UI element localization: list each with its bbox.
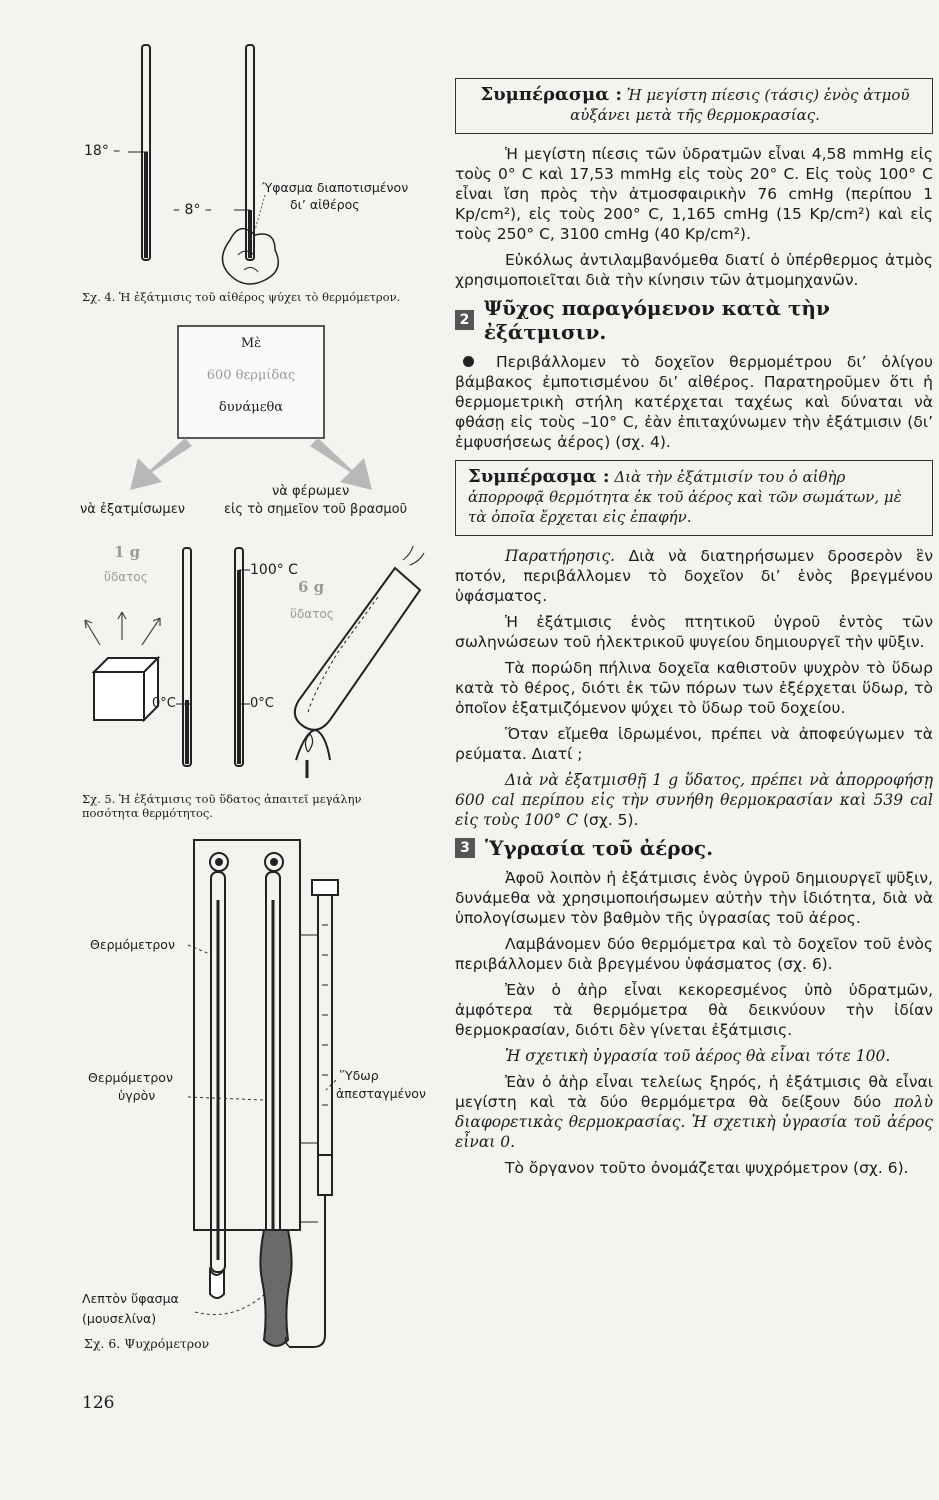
paragraph-dry-air [455,1072,933,1152]
right-arrow [310,438,372,490]
right-label-1: νὰ φέρωμεν [272,484,350,499]
paragraph-refrigerator: Ἡ ἐξάτμισις ἑνὸς πτητικοῦ ὑγροῦ ἐντὸς τῶν σωληνώσεων τοῦ ἠλεκτρικοῦ ψυγείου δημιουργεῖ τὴν ψῦξιν. [455,613,933,651]
left-label: νὰ ἐξατμίσωμεν [80,502,185,517]
paragraph-sweating: Ὅταν εἴμεθα ἱδρωμένοι, πρέπει νὰ ἀποφεύγωμεν τὰ ρεύματα. Διατί ; [455,725,933,763]
fig4-cloth-label-2: δι’ αἰθέρος [290,197,360,212]
box-line-1: Μὲ [240,336,262,351]
fig4-thermometer-right [223,45,279,284]
label-0c-1: 0°C [152,696,176,711]
section-3-number: 3 [455,838,475,858]
paragraph-two-thermometers: Λαμβάνομεν δύο θερμόμετρα καὶ τὸ δοχεῖον τοῦ ἑνὸς περιβάλλομεν διὰ βρεγμένου ὑφάσματος (σχ. 6). [455,935,933,973]
paragraph-clay-pots: Τὰ πορώδη πήλινα δοχεῖα καθιστοῦν ψυχρὸν τὸ ὕδωρ κατὰ τὸ θέρος, διότι ἐκ τῶν πόρων των ἐξέρχεται ὕδωρ, τὸ ὁποῖον ἐξατμιζόμενον ψύχει τὸ ὕδωρ τοῦ δοχείου. [455,659,933,717]
left-arrow [130,438,192,490]
page-number: 126 [82,1393,115,1413]
box-line-3: δυνάμεθα [218,400,284,415]
water-label-1: Ὕδωρ [340,1068,379,1083]
conclusion-2-heading: Συμπέρασμα : [468,466,610,487]
section-3-title: Ὑγρασία τοῦ ἀέρος. [485,836,714,860]
conclusion-box-2 [455,460,933,536]
fig4-label-18: 18° – [84,143,121,159]
label-0c-2: 0°C [250,696,274,711]
paragraph-humidity-intro: Ἀφοῦ λοιπὸν ἡ ἐξάτμισις ἑνὸς ὑγροῦ δημιουργεῖ ψῦξιν, δυνάμεθα νὰ χρησιμοποιήσωμεν αὐτὴν τὴν ἰδιότητα, διὰ νὰ ὑπολογίσωμεν τὸν βαθμὸν τῆς ὑγρασίας τοῦ ἀέρος. [455,869,933,927]
fig4-caption: Σχ. 4. Ἡ ἐξάτμισις τοῦ αἰθέρος ψύχει τὸ θερμόμετρον. [82,290,401,304]
psychrometer [194,840,338,1347]
cloth-label-2: (μουσελίνα) [82,1311,157,1326]
dry-air-text: Ἐὰν ὁ ἀὴρ εἶναι τελείως ξηρός, ἡ ἐξάτμισις θὰ εἶναι μεγίστη καὶ τὰ δύο θερμόμετρα θὰ δείξουν δύο [455,1073,933,1111]
wet-thermometer-label-1: Θερμόμετρον [88,1070,173,1085]
section-2-title: Ψῦχος παραγόμενον κατὰ τὴν ἐξάτμισιν. [483,296,830,344]
paragraph-psychrometer: Τὸ ὄργανον τοῦτο ὀνομάζεται ψυχρόμετρον (σχ. 6). [505,1159,909,1177]
fig5-caption: Σχ. 5. Ἡ ἐξάτμισις τοῦ ὕδατος ἀπαιτεῖ μεγάλην ποσότητα θερμότητος. [82,792,362,820]
bullet-icon [463,356,474,367]
box-line-2: 600 θερμίδας [206,368,296,383]
conclusion-1-heading: Συμπέρασμα : [480,84,622,105]
thermometer-label: Θερμόμετρον [90,937,175,952]
observation-label: Παρατήρησις. [505,547,616,565]
wet-thermometer-label-2: ὑγρὸν [118,1088,156,1103]
evaporation-heat-italic: Διὰ νὰ ἐξατμισθῇ 1 g ὕδατος, πρέπει νὰ ἀπορροφήσῃ 600 cal περίπου εἰς τὴν συνήθη θερμοκρασίαν καὶ 539 cal εἰς τοὺς 100° C [455,771,933,829]
label-100c: 100° C [250,562,298,578]
paragraph-saturated-air: Ἐὰν ὁ ἀὴρ εἶναι κεκορεσμένος ὑπὸ ὑδρατμῶν, ἀμφότερα τὰ θερμόμετρα θὰ δεικνύουν τὴν ἰδίαν θερμοκρασίαν, διότι δὲν γίνεται ἐξάτμισις. [455,981,933,1039]
paragraph-humidity-100: Ἡ σχετικὴ ὑγρασία τοῦ ἀέρος θὰ εἶναι τότε 100. [505,1047,891,1065]
fig4-cloth-label-1: Ύφασμα διαποτισμένον [262,180,409,195]
right-label-2: εἰς τὸ σημεῖον τοῦ βρασμοῦ [224,502,408,517]
cloth-label-1: Λεπτὸν ὕφασμα [82,1291,179,1306]
dry-air-italic: πολὺ διαφορετικὰς θερμοκρασίας. Ἡ σχετικὴ ὑγρασία τοῦ ἀέρος εἶναι 0. [455,1093,933,1151]
paragraph-superheated: Εὐκόλως ἀντιλαμβανόμεθα διατί ὁ ὑπέρθερμος ἀτμὸς χρησιμοποιεῖται διὰ τὴν κίνησιν τῶν ἀτμομηχανῶν. [455,251,933,289]
water-cube [94,658,158,720]
paragraph-vapour-pressure: Ἡ μεγίστη πίεσις τῶν ὑδρατμῶν εἶναι 4,58 mmHg εἰς τοὺς 0° C καὶ 17,53 mmHg εἰς τοὺς 20° C. Εἰς τοὺς 100° C εἶναι ἴση πρὸς τὴν ἀτμοσφαιρικὴν 76 cmHg (περίπου 1 Kp/cm²), εἰς τοὺς 200° C, 1,165 cmHg (15 Kp/cm²) καὶ εἰς τοὺς 250° C, 3100 cmHg (40 Kp/cm²). [455,145,933,243]
section-3-heading [455,836,933,860]
conclusion-1-text: Ἡ μεγίστη πίεσις (τάσις) ἑνὸς ἀτμοῦ αὐξάνει μετὰ τῆς θερμοκρασίας. [570,86,910,124]
text-column [455,78,933,1184]
fig4-label-minus8: – 8° – [173,202,212,218]
label-6g: 6 g [298,578,325,596]
evaporation-heat-ref: (σχ. 5). [583,811,639,829]
paragraph-ether-text: Περιβάλλομεν τὸ δοχεῖον θερμομέτρου δι’ ὀλίγου βάμβακος ἐμποτισμένου δι’ αἰθέρος. Παρατηροῦμεν ὅτι ἡ θερμομετρικὴ στήλη κατέρχεται ταχέως καὶ δύναται νὰ φθάσῃ εἰς τοὺς –10° C, ἐὰν ἐπιταχύνωμεν τὴν ἐξάτμισιν (δι’ ἐμφυσήσεως ἀέρος) (σχ. 4). [455,353,933,451]
label-water-1: ὕδατος [104,570,148,584]
observation-text: Διὰ νὰ διατηρήσωμεν δροσερὸν ἓν ποτόν, περιβάλλομεν τὸ δοχεῖον δι’ ἑνὸς βρεγμένου ὑφάσματος. [455,547,933,605]
paragraph-ether-experiment [455,352,933,452]
fig6-caption: Σχ. 6. Ψυχρόμετρον [84,1336,210,1351]
conclusion-2-text: Διὰ τὴν ἐξάτμισίν του ὁ αἰθὴρ ἀπορροφᾷ θερμότητα ἐκ τοῦ ἀέρος καὶ τῶν σωμάτων, μὲ τὰ ὁποῖα ἔρχεται εἰς ἐπαφήν. [468,468,902,526]
conclusion-box-1 [455,78,933,134]
label-water-2: ὕδατος [290,607,334,621]
section-2-number: 2 [455,310,474,330]
section-2-heading [455,296,933,344]
figures-drawing [0,0,450,1420]
paragraph-observation [455,546,933,606]
paragraph-evaporation-heat [455,770,933,830]
water-label-2: ἀπεσταγμένον [336,1086,426,1101]
label-1g: 1 g [114,543,141,561]
